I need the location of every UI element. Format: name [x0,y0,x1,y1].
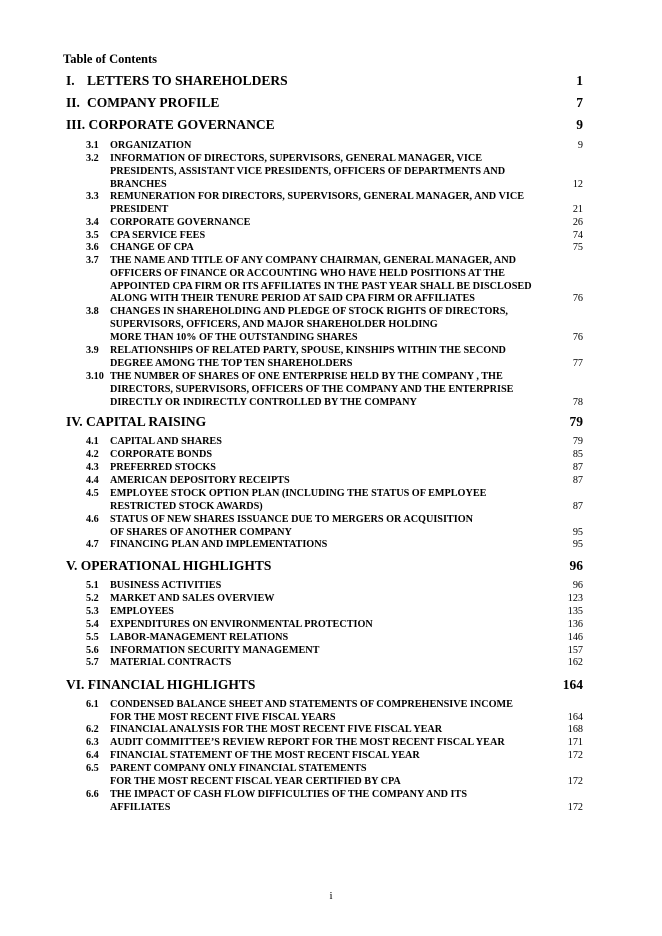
sub-item-label-line: LABOR-MANAGEMENT RELATIONS [110,632,289,643]
sub-item-label-line: OF SHARES OF ANOTHER COMPANY [110,526,292,538]
sub-item-page: 85 [572,449,583,460]
section-number: I. [66,73,75,88]
sub-item-page: 157 [567,645,583,656]
sub-item-label-line: THE NAME AND TITLE OF ANY COMPANY CHAIRMAN, GENERAL MANAGER, AND [110,255,517,266]
sub-item-page: 9 [577,140,583,151]
sub-item-number: 3.7 [86,255,99,266]
sub-item-number: 5.6 [86,645,99,656]
sub-item-number: 4.1 [86,436,99,447]
sub-item-label-line: EMPLOYEE STOCK OPTION PLAN (INCLUDING THE STATUS OF EMPLOYEE [110,488,487,499]
sub-item-page: 172 [567,801,583,813]
sub-item-number: 3.2 [86,153,99,164]
sub-item-page: 172 [567,750,583,761]
sub-item-label-line: INFORMATION SECURITY MANAGEMENT [110,645,320,656]
sub-item-page: 136 [567,619,583,630]
sub-item-label-line: INFORMATION OF DIRECTORS, SUPERVISORS, GENERAL MANAGER, VICE [110,153,483,164]
sub-item-number: 6.3 [86,737,99,748]
sub-item-label-line: SUPERVISORS, OFFICERS, AND MAJOR SHAREHOLDER HOLDING [110,318,438,330]
sub-item-page: 172 [567,775,583,787]
sub-item-label-line: PREFERRED STOCKS [110,462,216,473]
sub-item-label-line: OFFICERS OF FINANCE OR ACCOUNTING WHO HAVE HELD POSITIONS AT THE [110,267,505,279]
sub-item-page: 146 [567,632,583,643]
section-label: COMPANY PROFILE [87,95,220,110]
sub-item-page: 123 [567,593,583,604]
section-number: V. [66,558,78,573]
sub-item-label-line: PRESIDENTS, ASSISTANT VICE PRESIDENTS, OFFICERS OF DEPARTMENTS AND [110,165,506,177]
sub-item-number: 3.1 [86,140,99,151]
sub-item-label-line: ALONG WITH THEIR TENURE PERIOD AT SAID CPA FIRM OR AFFILIATES [110,293,475,305]
sub-item-label-line: FOR THE MOST RECENT FIVE FISCAL YEARS [110,711,336,723]
sub-item-number: 4.5 [86,488,99,499]
sub-item-page: 171 [567,737,583,748]
page-number-footer: i [329,890,333,902]
sub-item-page: 76 [572,293,583,305]
sub-item-label-line: PRESIDENT [110,203,169,215]
sub-item-number: 4.2 [86,449,99,460]
sub-item-label-line: FINANCING PLAN AND IMPLEMENTATIONS [110,539,328,550]
sub-item-number: 5.4 [86,619,99,630]
section-label [66,117,275,133]
sub-item-label-line: CHANGES IN SHAREHOLDING AND PLEDGE OF STOCK RIGHTS OF DIRECTORS, [110,306,508,317]
sub-item-label-line: CPA SERVICE FEES [110,230,206,241]
sub-item-number: 4.7 [86,539,99,550]
sub-item-label-line: CHANGE OF CPA [110,242,194,253]
sub-item-number: 3.10 [86,371,104,382]
sub-item-page: 79 [572,436,583,447]
sub-item-label-line: FINANCIAL ANALYSIS FOR THE MOST RECENT FIVE FISCAL YEAR [110,724,443,735]
sub-item-page: 12 [572,178,583,190]
sub-item-number: 5.5 [86,632,99,643]
sub-item-number: 5.3 [86,606,99,617]
sub-item-label-line: AUDIT COMMITTEE’S REVIEW REPORT FOR THE MOST RECENT FISCAL YEAR [110,737,505,748]
sub-item-page: 26 [572,217,583,228]
sub-item-number: 4.4 [86,475,99,486]
section-label [66,677,255,693]
sub-item-number: 3.6 [86,242,99,253]
sub-item-label-line: THE NUMBER OF SHARES OF ONE ENTERPRISE HELD BY THE COMPANY , THE [110,371,503,382]
sub-item-page: 87 [572,500,583,512]
toc-title: Table of Contents [63,52,157,66]
sub-item-number: 5.1 [86,580,99,591]
sub-item-label-line: EMPLOYEES [110,606,174,617]
sub-item-number: 6.2 [86,724,99,735]
sub-item-page: 168 [567,724,583,735]
sub-item-label-line: MATERIAL CONTRACTS [110,657,232,668]
section-label-text: CAPITAL RAISING [86,414,207,429]
sub-item-label-line: FOR THE MOST RECENT FISCAL YEAR CERTIFIED BY CPA [110,775,401,787]
sub-item-label-line: DEGREE AMONG THE TOP TEN SHAREHOLDERS [110,357,353,369]
sub-item-label-line: MORE THAN 10% OF THE OUTSTANDING SHARES [110,331,358,343]
sub-item-label-line: DIRECTLY OR INDIRECTLY CONTROLLED BY THE COMPANY [110,396,417,408]
sub-item-page: 75 [572,242,583,253]
sub-item-label-line: CAPITAL AND SHARES [110,436,222,447]
sub-item-number: 6.5 [86,763,99,774]
sub-item-label-line: CONDENSED BALANCE SHEET AND STATEMENTS OF COMPREHENSIVE INCOME [110,699,513,710]
section-label-text: FINANCIAL HIGHLIGHTS [87,677,256,692]
sub-item-number: 6.6 [86,789,99,800]
sub-item-label-line: AMERICAN DEPOSITORY RECEIPTS [110,475,290,486]
sub-item-number: 6.4 [86,750,99,761]
sub-item-number: 4.6 [86,514,99,525]
sub-item-label-line: RELATIONSHIPS OF RELATED PARTY, SPOUSE, KINSHIPS WITHIN THE SECOND [110,345,506,356]
sub-item-label-line: EXPENDITURES ON ENVIRONMENTAL PROTECTION [110,619,373,630]
sub-item-page: 87 [572,462,583,473]
sub-item-label-line: BUSINESS ACTIVITIES [110,580,222,591]
sub-item-label-line: MARKET AND SALES OVERVIEW [110,593,275,604]
section-number: IV. [66,414,83,429]
sub-item-page: 87 [572,475,583,486]
section-page: 164 [562,677,583,692]
sub-item-label-line: PARENT COMPANY ONLY FINANCIAL STATEMENTS [110,763,367,774]
sub-item-page: 162 [567,657,583,668]
sub-item-label-line: RESTRICTED STOCK AWARDS) [110,500,263,512]
section-number: II. [66,95,80,110]
sub-item-label-line: STATUS OF NEW SHARES ISSUANCE DUE TO MERGERS OR ACQUISITION [110,514,473,525]
sub-item-number: 3.5 [86,230,99,241]
section-label: LETTERS TO SHAREHOLDERS [87,73,288,88]
sub-item-page: 95 [572,526,583,538]
sub-item-label-line: BRANCHES [110,178,167,190]
sub-item-label-line: CORPORATE GOVERNANCE [110,217,251,228]
sub-item-page: 135 [567,606,583,617]
section-number: VI. [66,677,85,692]
section-label-text: OPERATIONAL HIGHLIGHTS [80,558,272,573]
section-label-text: CORPORATE GOVERNANCE [88,117,275,132]
sub-item-page: 164 [567,711,583,723]
sub-item-page: 78 [572,396,583,408]
sub-item-label-line: FINANCIAL STATEMENT OF THE MOST RECENT FISCAL YEAR [110,750,420,761]
section-label [66,558,271,574]
sub-item-label-line: THE IMPACT OF CASH FLOW DIFFICULTIES OF THE COMPANY AND ITS [110,789,467,800]
sub-item-page: 21 [572,203,583,215]
section-page: 96 [569,558,583,573]
sub-item-label-line: CORPORATE BONDS [110,449,212,460]
sub-item-number: 3.8 [86,306,99,317]
sub-item-label-line: REMUNERATION FOR DIRECTORS, SUPERVISORS, GENERAL MANAGER, AND VICE [110,191,524,202]
sub-item-page: 95 [572,539,583,550]
section-label [66,414,206,430]
sub-item-label-line: APPOINTED CPA FIRM OR ITS AFFILIATES IN THE PAST YEAR SHALL BE DISCLOSED [110,280,532,292]
sub-item-page: 74 [572,230,583,241]
sub-item-page: 96 [572,580,583,591]
section-page: 7 [576,95,583,110]
sub-item-label-line: ORGANIZATION [110,140,192,151]
section-number: III. [66,117,86,132]
section-page: 1 [576,73,583,88]
sub-item-number: 5.7 [86,657,99,668]
sub-item-page: 76 [572,331,583,343]
sub-item-number: 5.2 [86,593,99,604]
sub-item-number: 4.3 [86,462,99,473]
sub-item-page: 77 [572,357,583,369]
sub-item-number: 3.3 [86,191,99,202]
sub-item-label-line: AFFILIATES [110,801,171,813]
sub-item-label-line: DIRECTORS, SUPERVISORS, OFFICERS OF THE COMPANY AND THE ENTERPRISE [110,383,514,395]
section-page: 9 [576,117,583,132]
section-page: 79 [569,414,583,429]
sub-item-number: 3.4 [86,217,99,228]
sub-item-number: 3.9 [86,345,99,356]
sub-item-number: 6.1 [86,699,99,710]
